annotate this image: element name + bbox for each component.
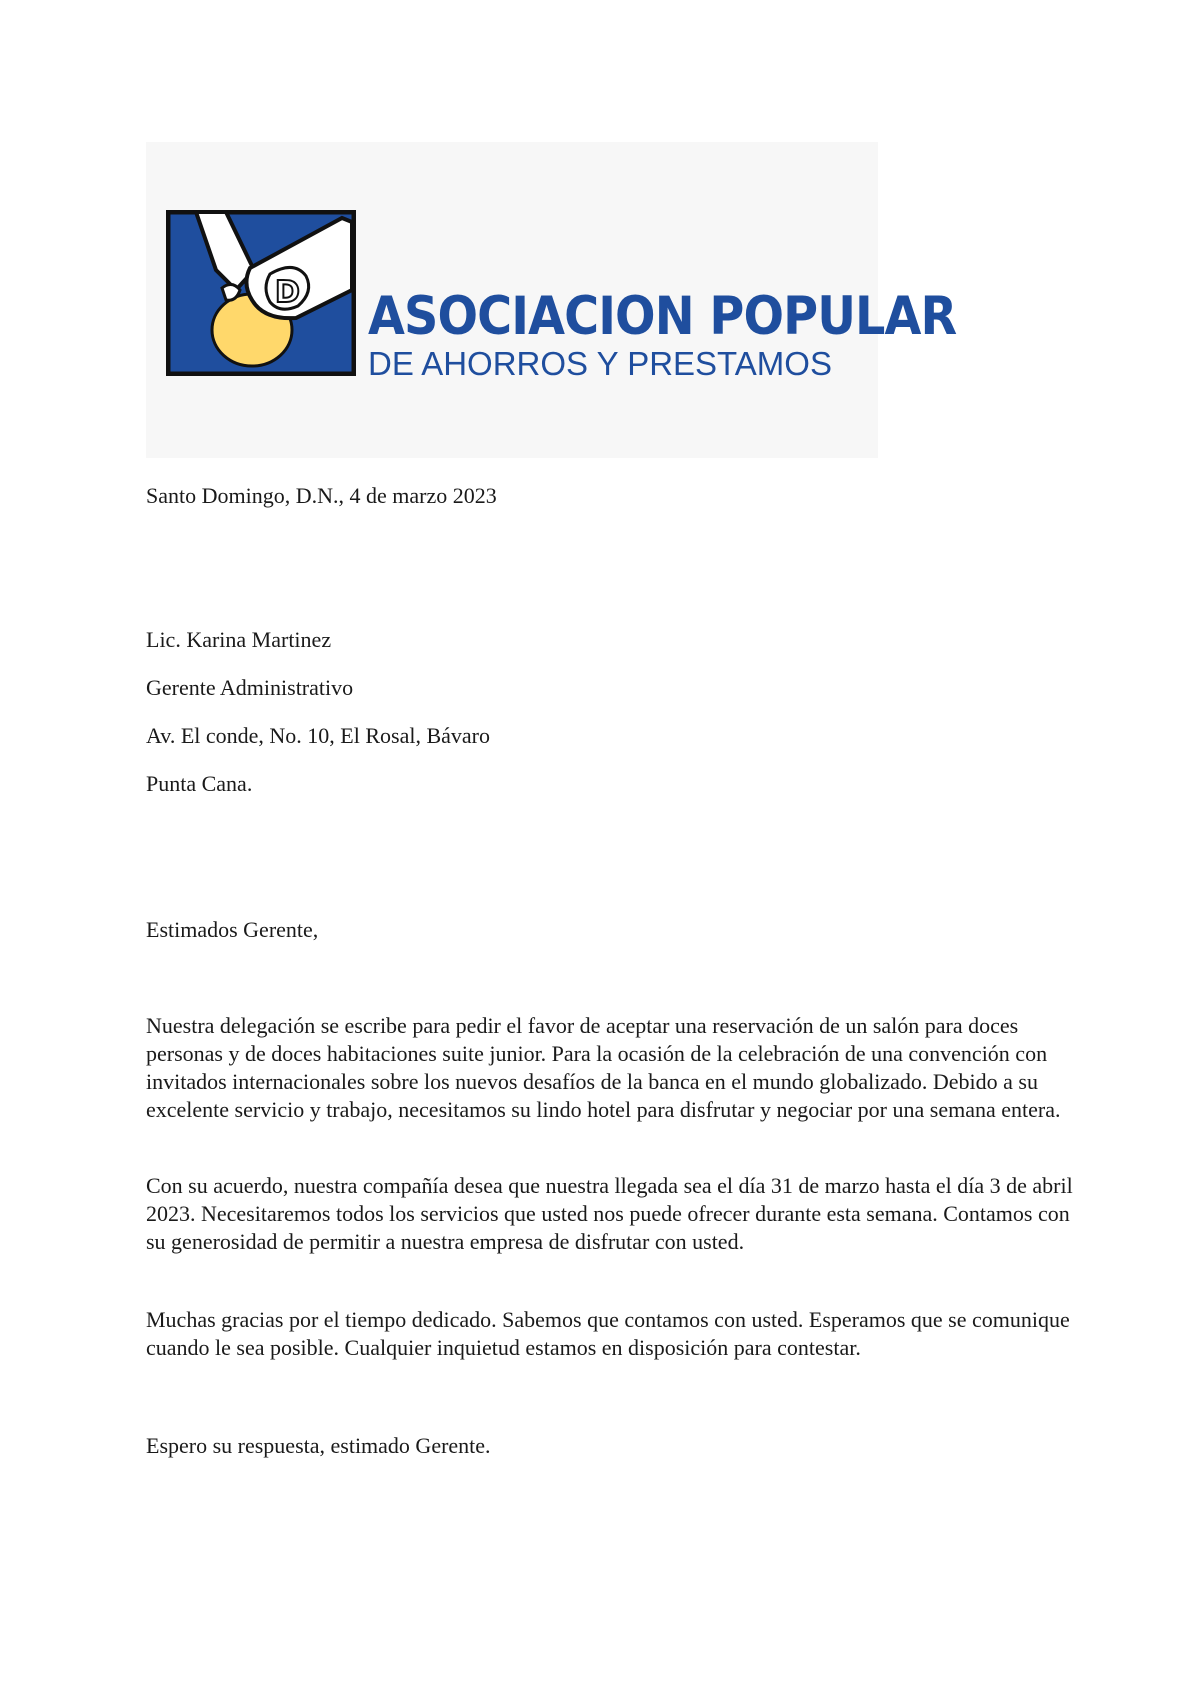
body-paragraph: Nuestra delegación se escribe para pedir el favor de aceptar una reservación de un salón para doces personas y de doces habitaciones suite junior. Para la ocasión de la celebración de una convención con invitados internacionales sobre los nuevos desafíos de la banca en el mundo globalizado. Debido a su excelente servicio y trabajo, necesitamos su lindo hotel para disfrutar y negociar por una semana entera. (146, 1013, 1061, 1122)
logo-subtitle: DE AHORROS Y PRESTAMOS (368, 345, 832, 382)
recipient-name: Lic. Karina Martinez (146, 627, 332, 652)
recipient-address: Av. El conde, No. 10, El Rosal, Bávaro (146, 723, 490, 748)
place-date: Santo Domingo, D.N., 4 de marzo 2023 (146, 483, 497, 508)
thumb-pressing-coin-icon (166, 210, 356, 376)
recipient-position: Gerente Administrativo (146, 675, 354, 700)
body-paragraph: Con su acuerdo, nuestra compañía desea que nuestra llegada sea el día 31 de marzo hasta el día 3 de abril 2023. Necesitaremos todos los servicios que usted nos puede ofrecer durante esta semana. Contamos con su generosidad de permitir a nuestra empresa de disfrutar con usted. (146, 1173, 1073, 1254)
company-logo (146, 142, 957, 458)
body-paragraph: Muchas gracias por el tiempo dedicado. Sabemos que contamos con usted. Esperamos que se comunique cuando le sea posible. Cualquier inquietud estamos en disposición para contestar. (146, 1307, 1070, 1360)
salutation: Estimados Gerente, (146, 917, 319, 942)
closing: Espero su respuesta, estimado Gerente. (146, 1433, 491, 1458)
recipient-city: Punta Cana. (146, 771, 253, 796)
logo-mark-letter: D (275, 275, 300, 310)
logo-title: ASOCIACION POPULAR (368, 286, 957, 347)
